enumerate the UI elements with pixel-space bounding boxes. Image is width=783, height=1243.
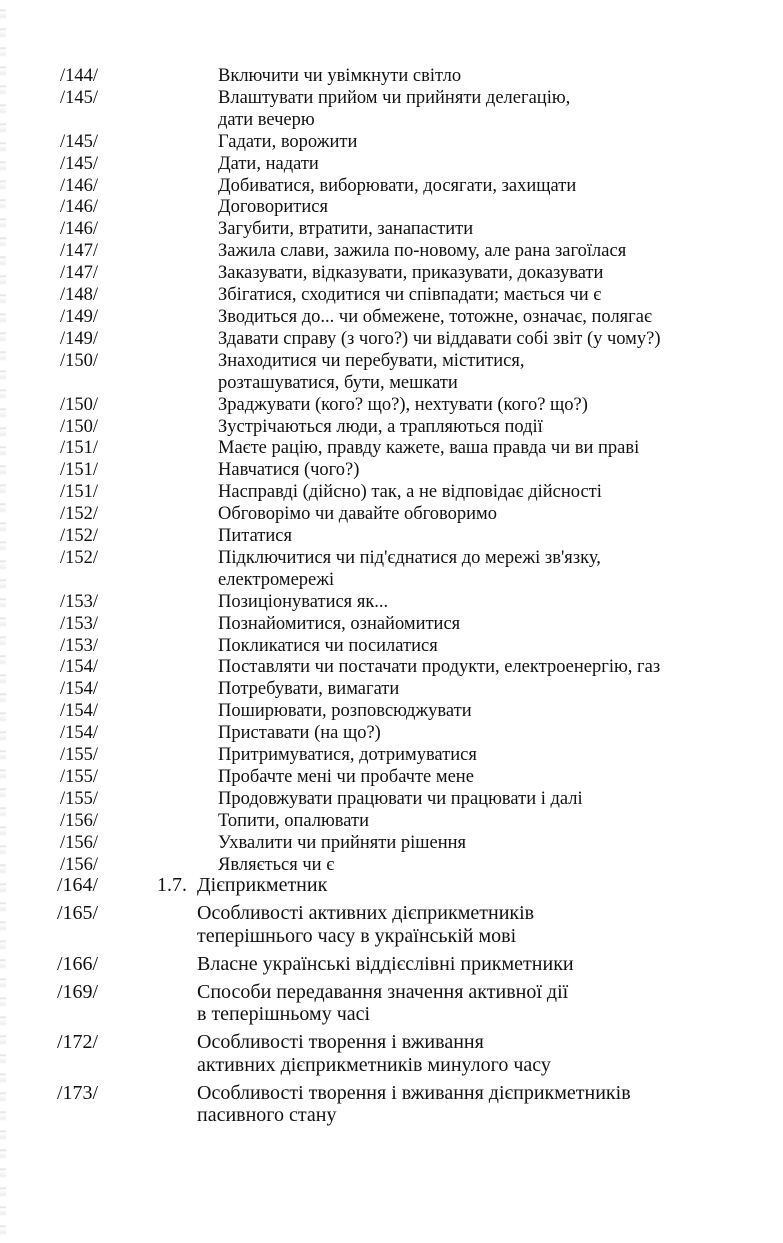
entry-page-number: /156/ bbox=[60, 854, 99, 875]
entry-page-number: /146/ bbox=[60, 197, 99, 218]
entry-text-line: Маєте рацію, правду кажете, ваша правда чи ви праві bbox=[218, 438, 640, 459]
entry-text-line: Загубити, втратити, занапастити bbox=[218, 219, 474, 240]
toc-entry[interactable] bbox=[0, 767, 783, 789]
toc-entry[interactable] bbox=[0, 88, 783, 132]
toc-entry[interactable] bbox=[0, 789, 783, 811]
toc-entry[interactable] bbox=[0, 176, 783, 198]
toc-entry[interactable] bbox=[0, 723, 783, 745]
subsection-text-line: Особливості активних дієприкметників bbox=[197, 902, 535, 924]
entry-text-line: Зажила слави, зажила по-новому, але рана загоїлася bbox=[218, 241, 627, 262]
subsection-text-line: Способи передавання значення активної дії bbox=[197, 980, 569, 1003]
entry-text-line: Ухвалити чи прийняти рішення bbox=[218, 832, 467, 853]
entry-page-number: /153/ bbox=[60, 635, 99, 656]
entry-text-line: Договоритися bbox=[218, 197, 328, 218]
subsection-text-line: Особливості творення і вживання дієприкметників bbox=[197, 1081, 631, 1104]
entry-text-line: Здавати справу (з чого?) чи віддавати собі звіт (у чому?) bbox=[218, 328, 661, 349]
toc-section-list bbox=[0, 874, 783, 1132]
toc-entry[interactable] bbox=[0, 219, 783, 241]
subsection-text-line: в теперішньому часі bbox=[197, 1003, 371, 1025]
entry-page-number: /153/ bbox=[60, 591, 99, 612]
subsection-text-line: активних дієприкметників минулого часу bbox=[197, 1053, 551, 1076]
section-page-number: /164/ bbox=[57, 874, 99, 896]
entry-text-line: Зводиться до... чи обмежене, тотожне, означає, полягає bbox=[218, 306, 652, 327]
subsection-entry[interactable] bbox=[0, 981, 783, 1026]
section-number: 1.7. bbox=[157, 874, 187, 896]
entry-page-number: /146/ bbox=[60, 219, 99, 240]
section-heading[interactable] bbox=[0, 874, 783, 897]
entry-text-line: Поширювати, розповсюджувати bbox=[218, 701, 472, 722]
subsection-page-number: /166/ bbox=[57, 952, 99, 975]
toc-entry[interactable] bbox=[0, 66, 783, 88]
entry-page-number: /146/ bbox=[60, 175, 99, 196]
entry-page-number: /155/ bbox=[60, 788, 99, 809]
toc-entry[interactable] bbox=[0, 263, 783, 285]
toc-entry[interactable] bbox=[0, 395, 783, 417]
entry-text-line: Питатися bbox=[218, 526, 293, 547]
entry-text-line: електромережі bbox=[218, 569, 335, 590]
entry-text-line: Приставати (на що?) bbox=[218, 723, 381, 744]
entry-page-number: /151/ bbox=[60, 482, 99, 503]
entry-text-line: Збігатися, сходитися чи співпадати; мається чи є bbox=[218, 285, 602, 306]
entry-page-number: /154/ bbox=[60, 701, 99, 722]
entry-text-line: Продовжувати працювати чи працювати і далі bbox=[218, 788, 583, 809]
entry-page-number: /149/ bbox=[60, 306, 99, 327]
toc-entry[interactable] bbox=[0, 482, 783, 504]
entry-page-number: /151/ bbox=[60, 438, 99, 459]
subsection-page-number: /173/ bbox=[57, 1081, 99, 1104]
toc-entry[interactable] bbox=[0, 285, 783, 307]
subsection-text-line: Особливості творення і вживання bbox=[197, 1031, 484, 1053]
entry-text-line: Поставляти чи постачати продукти, електроенергію, газ bbox=[218, 657, 661, 678]
entry-page-number: /145/ bbox=[60, 153, 99, 174]
entry-page-number: /148/ bbox=[60, 285, 99, 306]
entry-page-number: /150/ bbox=[60, 416, 99, 437]
toc-entry[interactable] bbox=[0, 460, 783, 482]
entry-page-number: /149/ bbox=[60, 328, 99, 349]
toc-entry[interactable] bbox=[0, 329, 783, 351]
entry-text-line: Добиватися, виборювати, досягати, захищати bbox=[218, 175, 577, 196]
entry-text-line: Гадати, ворожити bbox=[218, 131, 358, 152]
toc-entry[interactable] bbox=[0, 307, 783, 329]
entry-text-line: Знаходитися чи перебувати, міститися, bbox=[218, 350, 525, 371]
entry-text-line: Влаштувати прийом чи прийняти делегацію, bbox=[218, 87, 571, 108]
entry-text-line: Потребувати, вимагати bbox=[218, 679, 400, 700]
entry-page-number: /153/ bbox=[60, 613, 99, 634]
entry-text-line: Покликатися чи посилатися bbox=[218, 635, 438, 656]
subsection-entry[interactable] bbox=[0, 902, 783, 947]
toc-entry[interactable] bbox=[0, 417, 783, 439]
toc-entry[interactable] bbox=[0, 132, 783, 154]
toc-entry[interactable] bbox=[0, 811, 783, 833]
subsection-text-line: пасивного стану bbox=[197, 1104, 337, 1126]
toc-entry[interactable] bbox=[0, 351, 783, 395]
toc-entry[interactable] bbox=[0, 614, 783, 636]
toc-entry[interactable] bbox=[0, 701, 783, 723]
entry-text-line: Притримуватися, дотримуватися bbox=[218, 745, 477, 766]
entry-text-line: Дати, надати bbox=[218, 153, 319, 174]
entry-text-line: Позиціонуватися як... bbox=[218, 591, 389, 612]
subsection-text-line: теперішнього часу в українській мові bbox=[197, 924, 517, 947]
entry-page-number: /152/ bbox=[60, 547, 99, 568]
toc-entry[interactable] bbox=[0, 745, 783, 767]
toc-entry[interactable] bbox=[0, 657, 783, 679]
subsection-text-line: Власне українські віддієслівні прикметники bbox=[197, 952, 574, 975]
entry-text-line: Підключитися чи під'єднатися до мережі зв'язку, bbox=[218, 547, 601, 568]
subsection-page-number: /169/ bbox=[57, 980, 99, 1003]
entry-page-number: /145/ bbox=[60, 87, 99, 108]
entry-page-number: /150/ bbox=[60, 394, 99, 415]
entry-text-line: Обговорімо чи давайте обговоримо bbox=[218, 504, 497, 525]
toc-entry[interactable] bbox=[0, 833, 783, 855]
entry-page-number: /147/ bbox=[60, 263, 99, 284]
entry-page-number: /154/ bbox=[60, 679, 99, 700]
subsection-entry[interactable] bbox=[0, 1031, 783, 1076]
entry-page-number: /150/ bbox=[60, 350, 99, 371]
entry-text-line: Навчатися (чого?) bbox=[218, 460, 360, 481]
entry-text-line: Топити, опалювати bbox=[218, 810, 369, 831]
entry-page-number: /152/ bbox=[60, 526, 99, 547]
entry-text-line: Заказувати, відказувати, приказувати, доказувати bbox=[218, 263, 604, 284]
toc-entry[interactable] bbox=[0, 548, 783, 592]
toc-entry[interactable] bbox=[0, 592, 783, 614]
entry-text-line: Познайомитися, ознайомитися bbox=[218, 613, 461, 634]
section-title: Дієприкметник bbox=[197, 874, 328, 896]
subsection-entry[interactable] bbox=[0, 953, 783, 976]
entry-page-number: /151/ bbox=[60, 460, 99, 481]
entry-page-number: /144/ bbox=[60, 66, 99, 86]
subsection-entry[interactable] bbox=[0, 1082, 783, 1127]
entry-text-line: Зраджувати (кого? що?), нехтувати (кого? що?) bbox=[218, 394, 588, 415]
entry-page-number: /156/ bbox=[60, 810, 99, 831]
toc-entry[interactable] bbox=[0, 241, 783, 263]
entry-page-number: /155/ bbox=[60, 745, 99, 766]
toc-entry[interactable] bbox=[0, 154, 783, 176]
entry-page-number: /154/ bbox=[60, 723, 99, 744]
entry-text-line: Являється чи є bbox=[218, 854, 335, 875]
entry-text-line: дати вечерю bbox=[218, 109, 315, 130]
entry-page-number: /147/ bbox=[60, 241, 99, 262]
subsection-list bbox=[0, 902, 783, 1127]
entry-page-number: /155/ bbox=[60, 767, 99, 787]
entry-page-number: /145/ bbox=[60, 131, 99, 152]
subsection-page-number: /165/ bbox=[57, 902, 99, 924]
toc-entry[interactable] bbox=[0, 679, 783, 701]
toc-entry[interactable] bbox=[0, 504, 783, 526]
subsection-page-number: /172/ bbox=[57, 1031, 99, 1053]
toc-entry[interactable] bbox=[0, 438, 783, 460]
toc-entry[interactable] bbox=[0, 636, 783, 658]
entry-text-line: Зустрічаються люди, а трапляються події bbox=[218, 416, 543, 437]
entry-page-number: /156/ bbox=[60, 832, 99, 853]
entry-page-number: /154/ bbox=[60, 657, 99, 678]
entry-text-line: Насправді (дійсно) так, а не відповідає дійсності bbox=[218, 482, 602, 503]
entry-page-number: /152/ bbox=[60, 504, 99, 525]
toc-entry-list bbox=[0, 66, 783, 877]
entry-text-line: Включити чи увімкнути світло bbox=[218, 66, 462, 86]
toc-entry[interactable] bbox=[0, 197, 783, 219]
toc-entry[interactable] bbox=[0, 526, 783, 548]
entry-text-line: розташуватися, бути, мешкати bbox=[218, 372, 458, 393]
entry-text-line: Пробачте мені чи пробачте мене bbox=[218, 767, 474, 787]
